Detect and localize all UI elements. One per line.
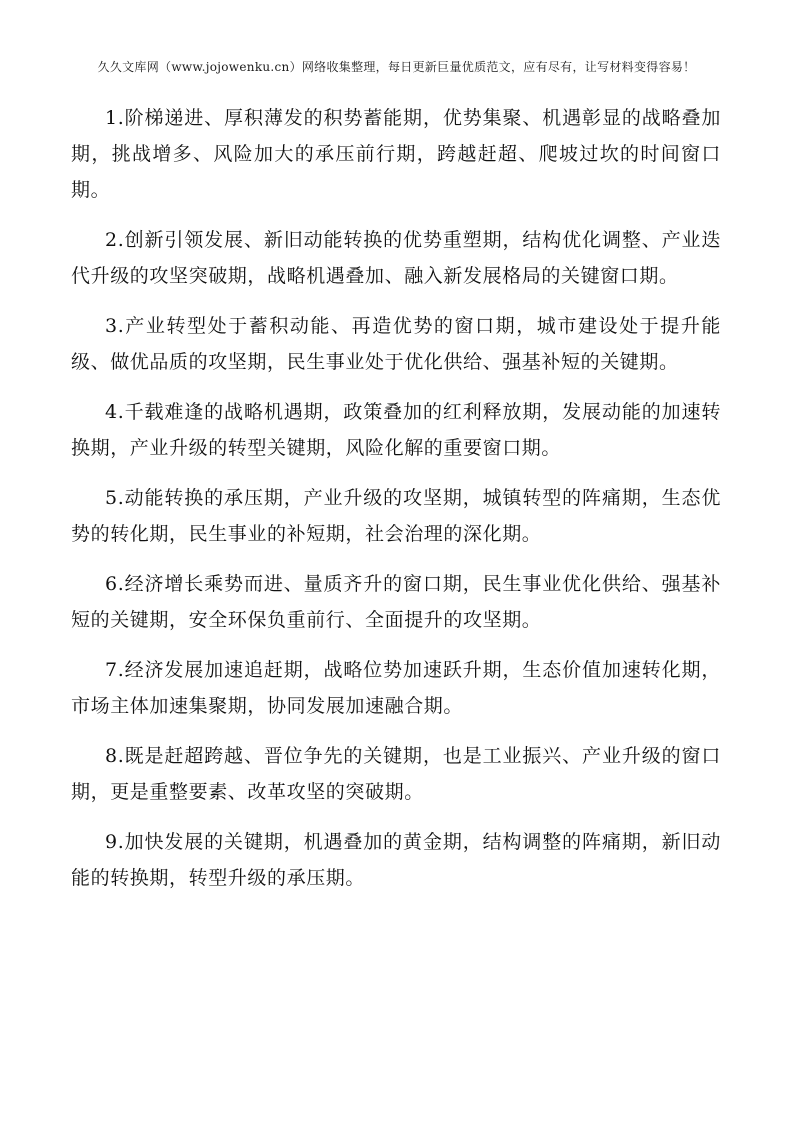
- paragraph-6: 6.经济增长乘势而进、量质齐升的窗口期，民生事业优化供给、强基补短的关键期，安全环保负重前行、全面提升的攻坚期。: [71, 573, 721, 631]
- paragraph-5: 5.动能转换的承压期，产业升级的攻坚期，城镇转型的阵痛期，生态优势的转化期，民生事业的补短期，社会治理的深化期。: [71, 487, 721, 545]
- paragraph-8: 8.既是赶超跨越、晋位争先的关键期，也是工业振兴、产业升级的窗口期，更是重整要素、改革攻坚的突破期。: [71, 745, 721, 803]
- page-header: 久久文库网（www.jojowenku.cn）网络收集整理，每日更新巨量优质范文，应有尽有，让写材料变得容易！: [97, 60, 696, 74]
- document-body: [71, 100, 721, 910]
- paragraph-4: 4.千载难逢的战略机遇期，政策叠加的红利释放期，发展动能的加速转换期，产业升级的转型关键期，风险化解的重要窗口期。: [71, 401, 721, 459]
- paragraph-9: 9.加快发展的关键期，机遇叠加的黄金期，结构调整的阵痛期，新旧动能的转换期，转型升级的承压期。: [71, 831, 721, 889]
- paragraph-7: 7.经济发展加速追赶期，战略位势加速跃升期，生态价值加速转化期，市场主体加速集聚期，协同发展加速融合期。: [71, 659, 721, 717]
- paragraph-1: 1.阶梯递进、厚积薄发的积势蓄能期，优势集聚、机遇彰显的战略叠加期，挑战增多、风险加大的承压前行期，跨越赶超、爬坡过坎的时间窗口期。: [71, 107, 721, 201]
- paragraph-2: 2.创新引领发展、新旧动能转换的优势重塑期，结构优化调整、产业迭代升级的攻坚突破期，战略机遇叠加、融入新发展格局的关键窗口期。: [71, 229, 721, 287]
- paragraph-3: 3.产业转型处于蓄积动能、再造优势的窗口期，城市建设处于提升能级、做优品质的攻坚期，民生事业处于优化供给、强基补短的关键期。: [71, 315, 721, 373]
